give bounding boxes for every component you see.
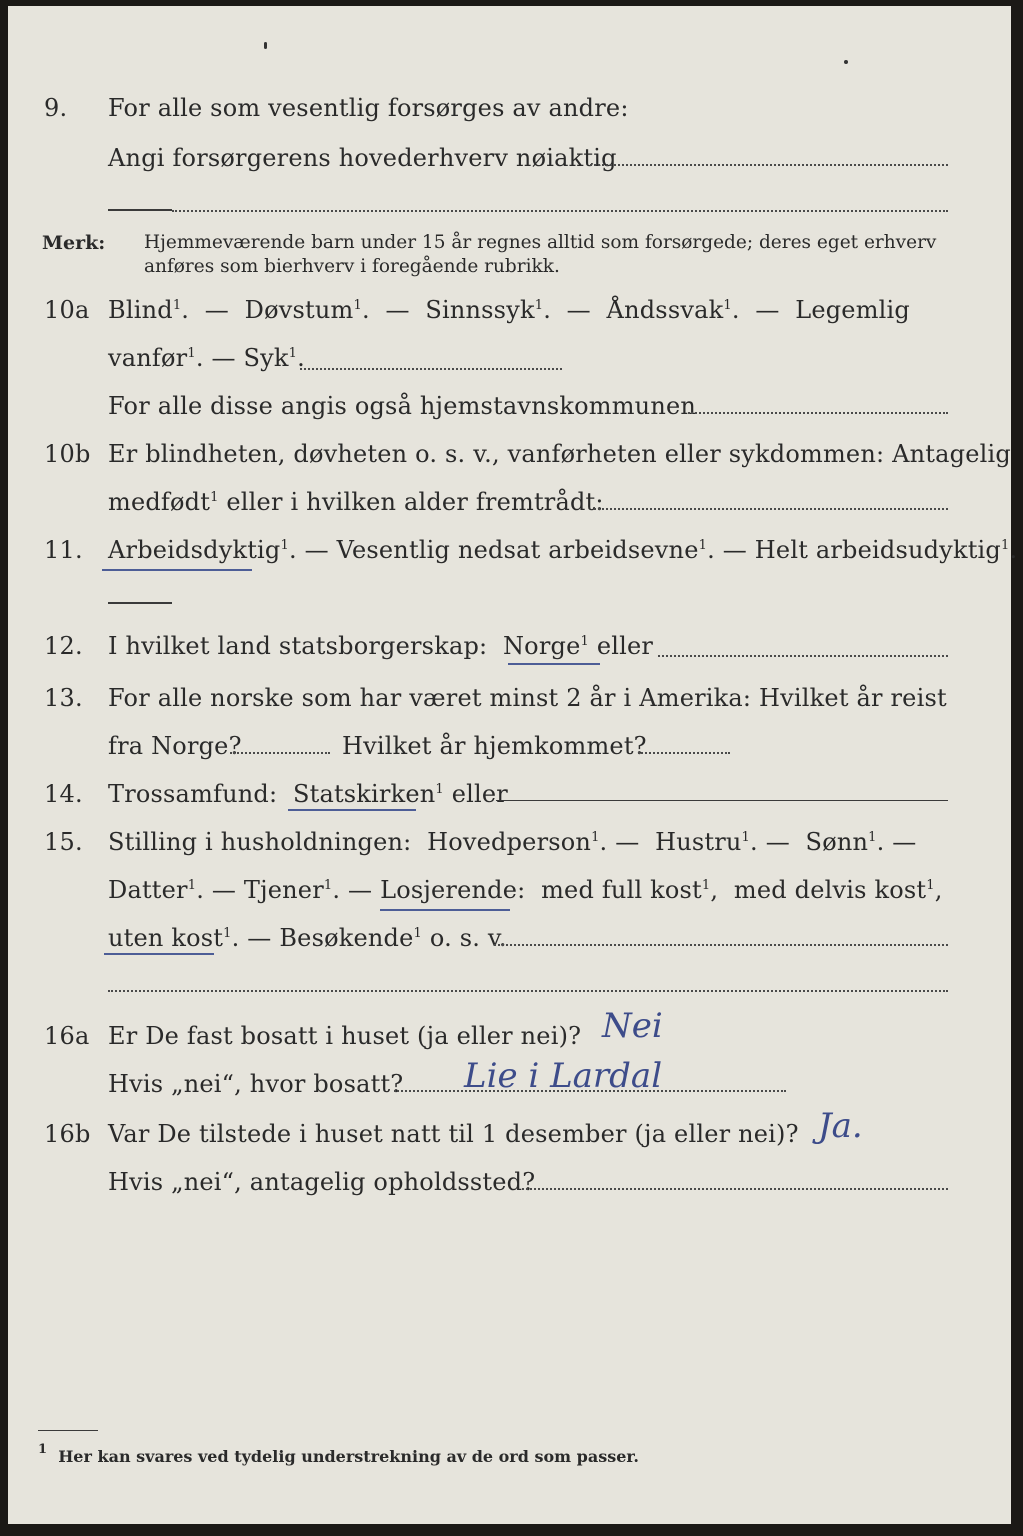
q10b-line2: medfødt$^1$ eller i hvilken alder fremtrådt: [108,488,604,516]
q12-number: 12. [44,632,83,660]
q16b-answer-line[interactable] [522,1188,948,1190]
q16b-line1: Var De tilstede i huset natt til 1 desember (ja eller nei)? [108,1120,799,1148]
q11-arbeidsdyktig[interactable]: Arbeidsdyktig [108,536,281,564]
footnote-rule [38,1430,98,1431]
q15-line2: Datter$^1$. — Tjener$^1$. — Losjerende: med full kost$^1$, med delvis kost$^1$, [108,876,943,904]
q10a-line2: vanfør$^1$. — Syk$^1$. [108,344,305,372]
q11-helt[interactable]: Helt arbeidsudyktig [754,536,1001,564]
q10a-andssvak: Åndssvak [606,296,724,324]
ink-speck [264,42,267,49]
q10a-dovstum: Døvstum [244,296,354,324]
q11-line1: Arbeidsdyktig$^1$. — Vesentlig nedsat arbeidsevne$^1$. — Helt arbeidsudyktig$^1$. [108,536,1018,564]
divider-dotted [172,210,948,212]
q14-answer-line[interactable] [496,800,948,801]
q13-reist-line[interactable] [230,752,330,754]
q10b-number: 10b [44,440,91,468]
q14-number: 14. [44,780,83,808]
q12-selection-mark [508,663,600,665]
q9-number: 9. [44,94,68,122]
q10a-blind: Blind [108,296,173,324]
merk-line1: Hjemmeværende barn under 15 år regnes alltid som forsørgede; deres eget erhverv [144,232,937,253]
q10a-number: 10a [44,296,90,324]
q13-line2a: fra Norge? [108,732,242,760]
q10b-answer-line[interactable] [594,508,948,510]
merk-label: Merk: [42,232,106,254]
q13-line1: For alle norske som har været minst 2 år i Amerika: Hvilket år reist [108,684,947,712]
q13-hjemkommet-line[interactable] [638,752,730,754]
q16b-line2: Hvis „nei“, antagelig opholdssted? [108,1168,536,1196]
q10a-answer-line[interactable] [300,368,562,370]
q10a-legemlig: Legemlig [795,296,910,324]
q11-vesentlig[interactable]: Vesentlig nedsat arbeidsevne [336,536,699,564]
q15-line1: Stilling i husholdningen: Hovedperson$^1$. — Hustru$^1$. — Sønn$^1$. — [108,828,917,856]
q14-selection-mark [288,809,416,811]
divider-dotted [108,990,948,992]
q12-norge[interactable]: Norge [502,632,581,660]
q16a-number: 16a [44,1022,90,1050]
q13-number: 13. [44,684,83,712]
q10a-hjemstavn-line[interactable] [688,412,948,414]
q9-answer-line[interactable] [590,164,948,166]
q12-answer-line[interactable] [658,655,948,657]
census-form-page [8,6,1018,1524]
q10a-line3: For alle disse angis også hjemstavnskommunen [108,392,697,420]
q14-line1: Trossamfund: Statskirken$^1$ eller [108,780,508,808]
ink-speck [844,60,848,64]
q9-line2: Angi forsørgerens hovederhverv nøiaktig [108,144,617,172]
q16a-bosatt-handwritten: Lie i Lardal [464,1056,663,1096]
footnote: $^1$ Her kan svares ved tydelig understrekning av de ord som passer. [38,1442,639,1466]
q10b-line1: Er blindheten, døvheten o. s. v., vanførheten eller sykdommen: Antagelig [108,440,1011,468]
divider [108,209,172,211]
q14-statskirken[interactable]: Statskirken [292,780,436,808]
q16b-answer-handwritten: Ja. [818,1106,863,1146]
q10a-line1: Blind$^1$. — Døvstum$^1$. — Sinnssyk$^1$. — Åndssvak$^1$. — Legemlig [108,296,910,324]
q15-line3: uten kost$^1$. — Besøkende$^1$ o. s. v. [108,924,507,952]
q16a-answer-handwritten: Nei [602,1006,663,1046]
q16a-line2: Hvis „nei“, hvor bosatt? [108,1070,404,1098]
q11-selection-mark [102,569,252,571]
q15-losjerende[interactable]: Losjerende: [380,876,526,904]
q15-uten-kost[interactable]: uten kost [108,924,224,952]
q15-answer-line[interactable] [494,944,948,946]
q15-number: 15. [44,828,83,856]
q15-losjerende-mark [380,909,510,911]
merk-line2: anføres som bierhverv i foregående rubrikk. [144,256,560,277]
divider [108,602,172,604]
q10a-sinnssyk: Sinnssyk [425,296,535,324]
q15-uten-kost-mark [104,953,214,955]
q12-line1: I hvilket land statsborgerskap: Norge$^1$ eller [108,632,654,660]
q16b-number: 16b [44,1120,91,1148]
q13-line2b: Hvilket år hjemkommet? [342,732,647,760]
q9-line1: For alle som vesentlig forsørges av andre: [108,94,629,122]
q16a-line1: Er De fast bosatt i huset (ja eller nei)? [108,1022,582,1050]
q11-number: 11. [44,536,83,564]
